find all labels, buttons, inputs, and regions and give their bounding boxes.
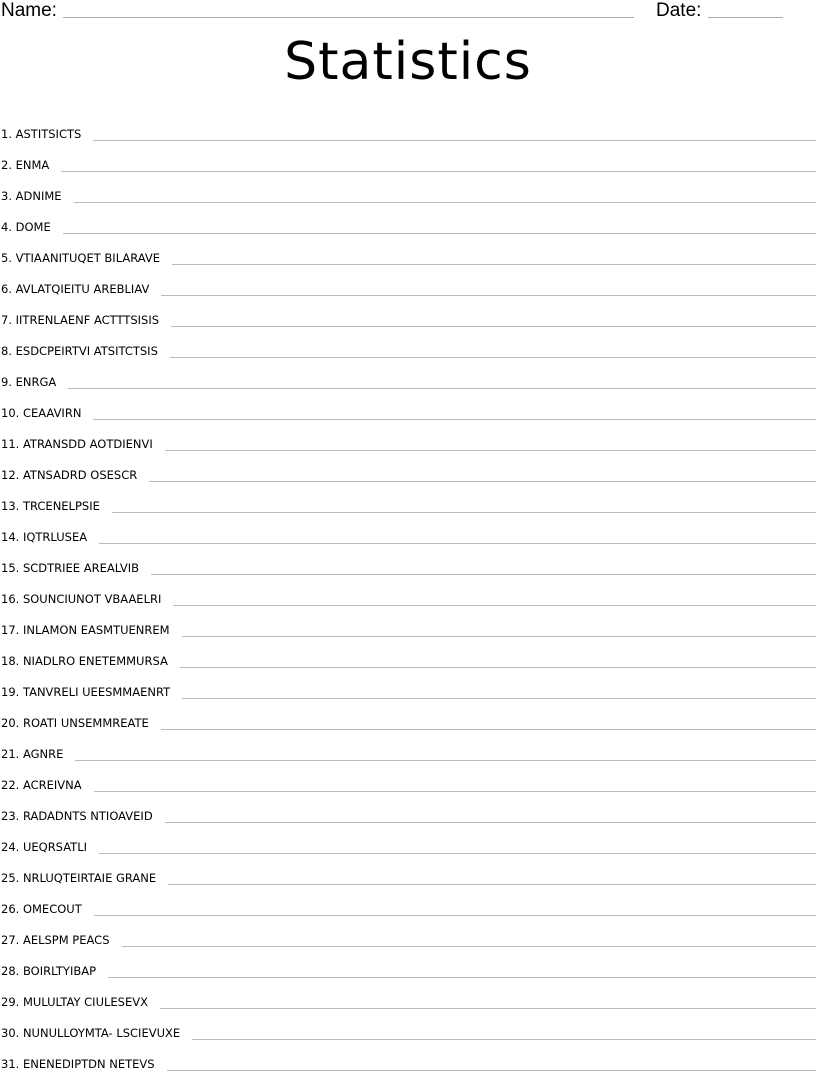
scrambled-word [0, 530, 87, 547]
scrambled-word [0, 282, 149, 299]
scrambled-word [0, 716, 149, 733]
list-item [0, 950, 816, 981]
answer-line [173, 604, 816, 606]
item-text: NUNULLOYMTA- LSCIEVUXE [22, 1026, 181, 1040]
item-text: ENMA [15, 158, 50, 172]
item-text: SCDTRIEE AREALVIB [22, 561, 140, 575]
answer-line [74, 201, 816, 203]
item-text: BOIRLTYIBAP [22, 964, 97, 978]
list-item [0, 981, 816, 1012]
item-text: NRLUQTEIRTAIE GRANE [22, 871, 157, 885]
list-item [0, 485, 816, 516]
list-item [0, 1043, 816, 1074]
list-item [0, 361, 816, 392]
item-text: ROATI UNSEMMREATE [22, 716, 149, 730]
item-text: INLAMON EASMTUENREM [22, 623, 170, 637]
scramble-list [0, 113, 816, 1074]
worksheet-header [0, 0, 816, 24]
answer-line [75, 759, 816, 761]
item-text: TRCENELPSIE [22, 499, 100, 513]
scrambled-word [0, 220, 51, 237]
item-number: 4 . [1, 220, 16, 234]
answer-line [112, 511, 816, 513]
scrambled-word [0, 313, 159, 330]
list-item [0, 113, 816, 144]
list-item [0, 795, 816, 826]
item-text: ASTITSICTS [15, 127, 82, 141]
scrambled-word [0, 995, 148, 1012]
scrambled-word [0, 623, 170, 640]
list-item [0, 206, 816, 237]
item-number: 10 . [1, 406, 23, 420]
list-item [0, 888, 816, 919]
list-item [0, 330, 816, 361]
item-text: CEAAVIRN [22, 406, 82, 420]
scrambled-word [0, 251, 160, 268]
list-item [0, 547, 816, 578]
item-text: AGNRE [22, 747, 64, 761]
list-item [0, 609, 816, 640]
list-item [0, 671, 816, 702]
scrambled-word [0, 902, 82, 919]
item-number: 31 . [1, 1057, 23, 1071]
scrambled-word [0, 809, 153, 826]
answer-line [108, 976, 816, 978]
date-field-line [708, 17, 783, 18]
scrambled-word [0, 685, 170, 702]
item-text: ATNSADRD OSESCR [22, 468, 138, 482]
answer-line [161, 294, 816, 296]
scrambled-word [0, 933, 110, 950]
scrambled-word [0, 375, 56, 392]
item-number: 5 . [1, 251, 16, 265]
item-number: 1 . [1, 127, 16, 141]
item-number: 13 . [1, 499, 23, 513]
answer-line [167, 1069, 816, 1071]
item-text: SOUNCIUNOT VBAAELRI [22, 592, 162, 606]
scrambled-word [0, 654, 168, 671]
item-number: 30 . [1, 1026, 23, 1040]
scrambled-word [0, 437, 153, 454]
answer-line [93, 139, 816, 141]
item-number: 11 . [1, 437, 23, 451]
scrambled-word [0, 189, 62, 206]
item-number: 25 . [1, 871, 23, 885]
item-number: 18 . [1, 654, 23, 668]
list-item [0, 578, 816, 609]
list-item [0, 1012, 816, 1043]
item-text: VTIAANITUQET BILARAVE [15, 251, 161, 265]
answer-line [180, 666, 816, 668]
answer-line [165, 449, 816, 451]
item-text: DOME [15, 220, 51, 234]
item-number: 23 . [1, 809, 23, 823]
item-text: AVLATQIEITU AREBLIAV [15, 282, 150, 296]
item-text: OMECOUT [22, 902, 82, 916]
scrambled-word [0, 158, 49, 175]
answer-line [93, 418, 816, 420]
item-number: 24 . [1, 840, 23, 854]
item-text: IITRENLAENF ACTTTSISIS [15, 313, 160, 327]
item-number: 15 . [1, 561, 23, 575]
name-label: Name: [1, 0, 57, 21]
answer-line [99, 542, 816, 544]
item-text: UEQRSATLI [22, 840, 87, 854]
item-text: ENRGA [15, 375, 57, 389]
scrambled-word [0, 406, 81, 423]
list-item [0, 454, 816, 485]
list-item [0, 299, 816, 330]
scrambled-word [0, 127, 81, 144]
scrambled-word [0, 468, 137, 485]
item-text: MULULTAY CIULESEVX [22, 995, 148, 1009]
item-text: ESDCPEIRTVI ATSITCTSIS [15, 344, 158, 358]
answer-line [165, 821, 816, 823]
answer-line [68, 387, 816, 389]
answer-line [94, 790, 816, 792]
scrambled-word [0, 1026, 180, 1043]
list-item [0, 237, 816, 268]
item-number: 14 . [1, 530, 23, 544]
item-number: 17 . [1, 623, 23, 637]
answer-line [170, 356, 816, 358]
item-text: ACREIVNA [22, 778, 82, 792]
list-item [0, 144, 816, 175]
list-item [0, 175, 816, 206]
answer-line [99, 852, 816, 854]
list-item [0, 857, 816, 888]
item-text: NIADLRO ENETEMMURSA [22, 654, 168, 668]
answer-line [94, 914, 816, 916]
item-text: ENENEDIPTDN NETEVS [22, 1057, 155, 1071]
scrambled-word [0, 1057, 155, 1074]
item-text: AELSPM PEACS [22, 933, 110, 947]
answer-line [192, 1038, 816, 1040]
scrambled-word [0, 871, 156, 888]
list-item [0, 702, 816, 733]
answer-line [172, 263, 816, 265]
item-text: ADNIME [15, 189, 62, 203]
item-number: 27 . [1, 933, 23, 947]
item-number: 9 . [1, 375, 16, 389]
list-item [0, 919, 816, 950]
answer-line [63, 232, 816, 234]
item-number: 29 . [1, 995, 23, 1009]
item-number: 7 . [1, 313, 16, 327]
scrambled-word [0, 840, 87, 857]
item-number: 22 . [1, 778, 23, 792]
item-number: 8 . [1, 344, 16, 358]
page-title: Statistics [284, 32, 532, 92]
list-item [0, 826, 816, 857]
list-item [0, 516, 816, 547]
scrambled-word [0, 592, 161, 609]
answer-line [161, 728, 816, 730]
list-item [0, 423, 816, 454]
scrambled-word [0, 747, 63, 764]
item-number: 12 . [1, 468, 23, 482]
answer-line [151, 573, 816, 575]
answer-line [168, 883, 816, 885]
answer-line [149, 480, 816, 482]
name-field-line [63, 17, 634, 18]
item-number: 16 . [1, 592, 23, 606]
answer-line [171, 325, 816, 327]
item-number: 20 . [1, 716, 23, 730]
scrambled-word [0, 499, 100, 516]
list-item [0, 392, 816, 423]
item-text: RADADNTS NTIOAVEID [22, 809, 153, 823]
answer-line [182, 635, 816, 637]
list-item [0, 764, 816, 795]
answer-line [61, 170, 816, 172]
item-number: 19 . [1, 685, 23, 699]
list-item [0, 733, 816, 764]
answer-line [160, 1007, 816, 1009]
scrambled-word [0, 344, 158, 361]
answer-line [122, 945, 816, 947]
item-number: 3 . [1, 189, 16, 203]
scrambled-word [0, 561, 139, 578]
item-number: 21 . [1, 747, 23, 761]
list-item [0, 640, 816, 671]
item-number: 2 . [1, 158, 16, 172]
scrambled-word [0, 778, 82, 795]
item-number: 6 . [1, 282, 16, 296]
scrambled-word [0, 964, 96, 981]
date-label: Date: [656, 0, 702, 21]
item-number: 26 . [1, 902, 23, 916]
item-text: IQTRLUSEA [22, 530, 88, 544]
item-number: 28 . [1, 964, 23, 978]
item-text: ATRANSDD AOTDIENVI [22, 437, 153, 451]
answer-line [182, 697, 816, 699]
item-text: TANVRELI UEESMMAENRT [22, 685, 171, 699]
list-item [0, 268, 816, 299]
